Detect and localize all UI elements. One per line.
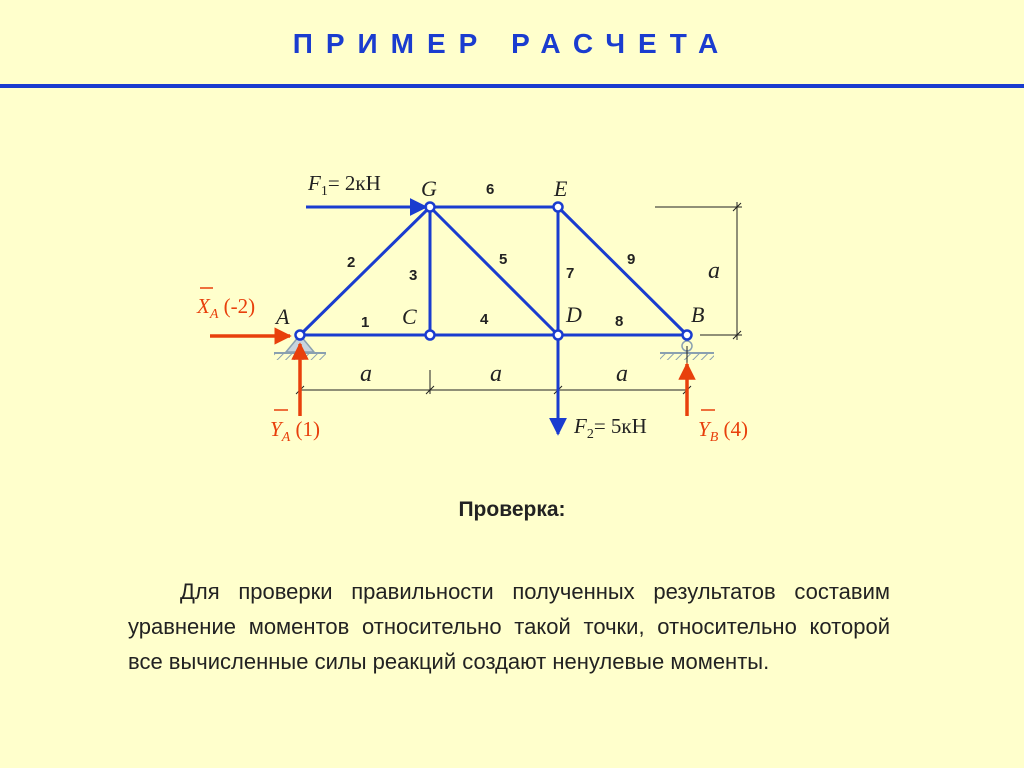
member-label-9: 9 bbox=[627, 251, 636, 268]
check-paragraph: Для проверки правильности полученных результатов составим уравнение моментов относительно такой точки, относительно которой все вычисленные силы реакций создают ненулевые моменты. bbox=[128, 579, 890, 674]
node-label-c: C bbox=[402, 304, 417, 329]
dimension-a-2: a bbox=[490, 361, 502, 387]
truss-members bbox=[300, 207, 687, 335]
node-label-e: E bbox=[554, 176, 568, 201]
member-label-8: 8 bbox=[615, 313, 624, 330]
check-heading: Проверка: bbox=[458, 498, 566, 521]
joint-d bbox=[554, 331, 563, 340]
joint-a bbox=[296, 331, 305, 340]
reaction-xa-label: $X_A$ (-2) bbox=[197, 294, 256, 322]
member-label-5: 5 bbox=[499, 251, 508, 268]
member-label-2: 2 bbox=[347, 254, 356, 271]
member-label-3: 3 bbox=[409, 267, 418, 284]
load-f1-label: $F_1= 2кН$ bbox=[308, 171, 381, 199]
node-label-g: G bbox=[421, 176, 437, 201]
member-label-1: 1 bbox=[361, 314, 370, 331]
load-f2-label: $F_2= 5кН$ bbox=[574, 414, 647, 442]
joint-b bbox=[683, 331, 692, 340]
joint-e bbox=[554, 203, 563, 212]
reaction-ya-label: $Y_A$ (1) bbox=[270, 417, 320, 445]
dimension-a-height: a bbox=[708, 258, 720, 284]
node-label-d: D bbox=[566, 302, 582, 327]
dimension-a-3: a bbox=[616, 361, 628, 387]
node-label-b: B bbox=[691, 302, 705, 327]
node-label-a: A bbox=[276, 304, 290, 329]
dimension-a-1: a bbox=[360, 361, 372, 387]
member-label-4: 4 bbox=[480, 311, 489, 328]
member-label-6: 6 bbox=[486, 181, 495, 198]
joint-g bbox=[426, 203, 435, 212]
reaction-yb-label: $Y_B$ (4) bbox=[698, 417, 748, 445]
joint-c bbox=[426, 331, 435, 340]
slide-title: ПРИМЕР РАСЧЕТА bbox=[292, 28, 732, 59]
member-label-7: 7 bbox=[566, 265, 575, 282]
member-5 bbox=[430, 207, 558, 335]
